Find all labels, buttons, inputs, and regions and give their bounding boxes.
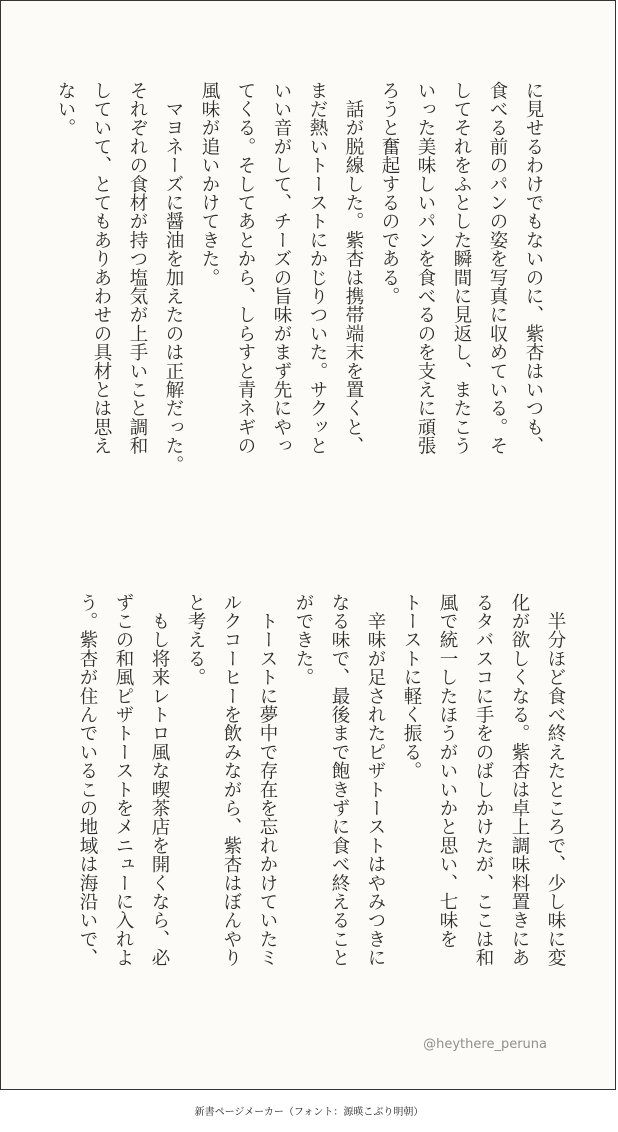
text-line: トーストに軽く振る。	[401, 593, 422, 780]
text-line: う。紫杏が住んでいるこの地域は海沿いで、	[77, 593, 98, 967]
text-line: ルクコーヒーを飲みながら、紫杏はぼんやり	[221, 593, 242, 967]
text-line: 風で統一したほうがいいかと思い、七味を	[437, 593, 458, 949]
text-line: 風味が追いかけてきた。	[199, 81, 220, 287]
text-line: ろうと奮起するのである。	[379, 81, 400, 306]
text-block-bottom	[69, 593, 573, 1033]
text-line: なる味で、最後まで飽きずに食べ終えること	[329, 593, 350, 967]
text-line: に見せるわけでもないのに、紫杏はいつも、	[523, 81, 544, 455]
text-line: マヨネーズに醤油を加えたのは正解だった。	[163, 81, 184, 474]
text-line: してそれをふとした瞬間に見返し、またこう	[451, 81, 472, 455]
text-line: もし将来レトロ風な喫茶店を開くなら、必	[149, 593, 170, 967]
text-line: るタバスコに手をのばしかけたが、ここは和	[473, 593, 494, 967]
text-line: ずこの和風ピザトーストをメニューに入れよ	[113, 593, 134, 967]
text-line: ができた。	[293, 593, 314, 687]
author-handle: @heythere_peruna	[423, 1037, 547, 1052]
text-line: ない。	[55, 81, 76, 138]
text-line: てくる。そしてあとから、しらすと青ネギの	[235, 81, 256, 455]
text-line: まだ熱いトーストにかじりついた。サクッと	[307, 81, 328, 455]
text-line: いい音がして、チーズの旨味がまず先にやっ	[271, 81, 292, 455]
text-line: していて、とてもありあわせの具材とは思え	[91, 81, 112, 455]
text-line: 半分ほど食べ終えたところで、少し味に変	[545, 593, 566, 967]
text-line: と考える。	[185, 593, 206, 687]
text-line: それぞれの食材が持つ塩気が上手いこと調和	[127, 81, 148, 455]
text-line: 化が欲しくなる。紫杏は卓上調味料置きにあ	[509, 593, 530, 967]
text-line: トーストに夢中で存在を忘れかけていたミ	[257, 593, 278, 967]
text-line: 辛味が足されたピザトーストはやみつきに	[365, 593, 386, 967]
text-line: 食べる前のパンの姿を写真に収めている。そ	[487, 81, 508, 455]
footer-credit: 新書ページメーカー（フォント：源暎こぶり明朝）	[194, 1107, 424, 1118]
text-block-top	[47, 81, 551, 541]
text-line: 話が脱線した。紫杏は携帯端末を置くと、	[343, 81, 364, 455]
text-line: いった美味しいパンを食べるのを支えに頑張	[415, 81, 436, 455]
